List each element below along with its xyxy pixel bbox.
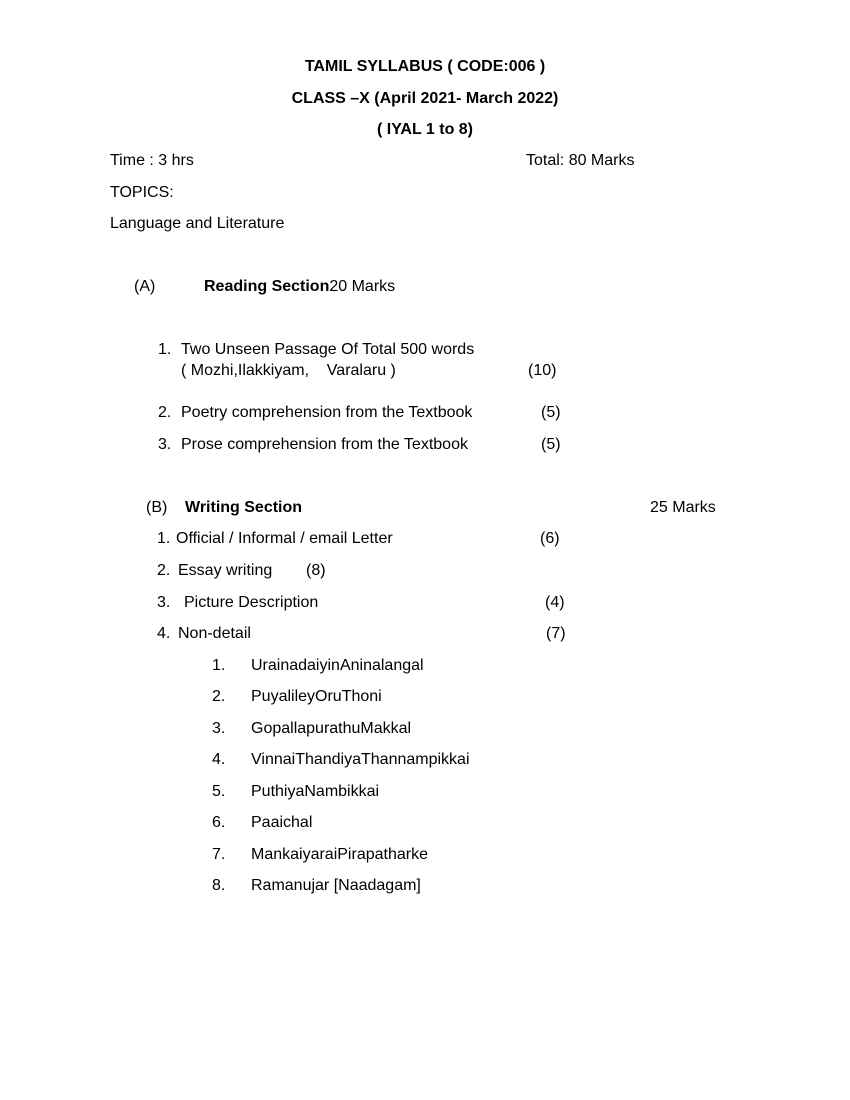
non-detail-num: 4. xyxy=(212,751,226,768)
non-detail-num: 8. xyxy=(212,877,226,894)
list-item-num: 4. xyxy=(157,625,171,642)
section-a-letter: (A) xyxy=(134,278,156,295)
section-b-title: Writing Section xyxy=(185,499,303,516)
list-item-text: Picture Description xyxy=(184,594,319,611)
list-item-marks: (4) xyxy=(545,594,565,611)
non-detail-title: VinnaiThandiyaThannampikkai xyxy=(251,751,470,768)
section-a-title: Reading Section xyxy=(204,278,330,295)
class-line: CLASS –X (April 2021- March 2022) xyxy=(291,90,559,107)
subject-label: Language and Literature xyxy=(110,215,285,232)
list-item-marks: (5) xyxy=(541,404,561,421)
non-detail-num: 2. xyxy=(212,688,226,705)
list-item-marks: (6) xyxy=(540,530,560,547)
section-b-marks: 25 Marks xyxy=(650,499,716,516)
list-item-text: Two Unseen Passage Of Total 500 words xyxy=(181,341,475,358)
non-detail-title: MankaiyaraiPirapatharke xyxy=(251,846,428,863)
total-marks: Total: 80 Marks xyxy=(526,152,635,169)
iyal-line: ( IYAL 1 to 8) xyxy=(376,121,474,138)
time-label: Time : 3 hrs xyxy=(110,152,194,169)
list-item-marks: (7) xyxy=(546,625,566,642)
non-detail-title: PuyalileyOruThoni xyxy=(251,688,382,705)
list-item-num: 3. xyxy=(158,436,172,453)
list-item-text: Essay writing xyxy=(178,562,273,579)
list-item-text: Prose comprehension from the Textbook xyxy=(181,436,468,453)
list-item-num: 2. xyxy=(158,404,172,421)
non-detail-num: 6. xyxy=(212,814,226,831)
non-detail-num: 1. xyxy=(212,657,226,674)
non-detail-title: UrainadaiyinAninalangal xyxy=(251,657,424,674)
non-detail-num: 3. xyxy=(212,720,226,737)
non-detail-title: Paaichal xyxy=(251,814,313,831)
list-item-num: 2. xyxy=(157,562,171,579)
section-b-letter: (B) xyxy=(146,499,168,516)
list-item-subtext: ( Mozhi,Ilakkiyam, Varalaru ) xyxy=(181,362,396,379)
list-item-text: Poetry comprehension from the Textbook xyxy=(181,404,473,421)
list-item-text: Non-detail xyxy=(178,625,251,642)
non-detail-title: GopallapurathuMakkal xyxy=(251,720,412,737)
section-a-marks: 20 Marks xyxy=(329,278,396,295)
document-title: TAMIL SYLLABUS ( CODE:006 ) xyxy=(304,58,546,75)
list-item-num: 3. xyxy=(157,594,171,611)
non-detail-num: 5. xyxy=(212,783,226,800)
list-item-marks: (8) xyxy=(306,562,326,579)
non-detail-title: PuthiyaNambikkai xyxy=(251,783,380,800)
non-detail-title: Ramanujar [Naadagam] xyxy=(251,877,421,894)
list-item-num: 1. xyxy=(157,530,171,547)
list-item-text: Official / Informal / email Letter xyxy=(176,530,393,547)
list-item-marks: (10) xyxy=(528,362,557,379)
topics-label: TOPICS: xyxy=(110,184,174,201)
list-item-num: 1. xyxy=(158,341,172,358)
section-a-heading xyxy=(204,277,395,297)
non-detail-num: 7. xyxy=(212,846,226,863)
list-item-marks: (5) xyxy=(541,436,561,453)
